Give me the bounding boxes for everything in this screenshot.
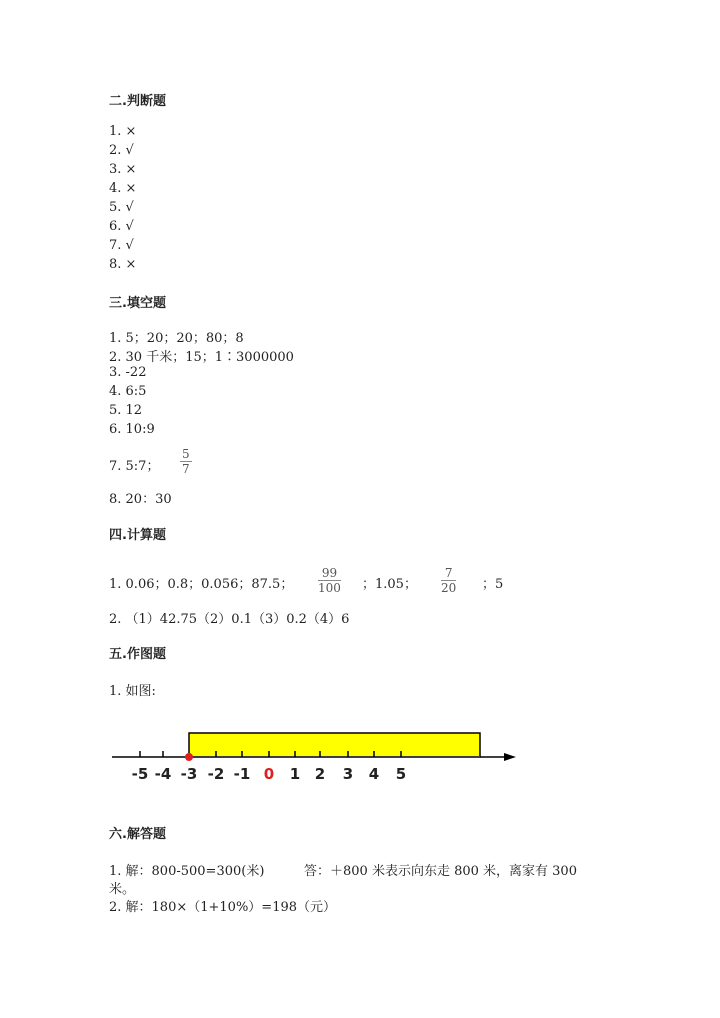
numerator: 5 (182, 447, 190, 461)
denominator: 20 (441, 581, 457, 595)
list-item: 1. 5；20；20；80；8 (109, 331, 244, 346)
list-item: 4. × (109, 181, 137, 196)
fraction (441, 566, 456, 595)
arrow-icon (504, 753, 516, 761)
answer-text-cont: 米。 (109, 882, 136, 897)
list-item: 8. × (109, 257, 137, 272)
list-item: 2. √ (109, 143, 134, 158)
section-title-drawing: 五.作图题 (109, 647, 166, 662)
tick-label: -1 (233, 765, 251, 783)
list-item: 1. 如图: (109, 684, 156, 699)
section-title-answers: 六.解答题 (109, 827, 166, 842)
shaded-range (189, 733, 480, 757)
start-point (185, 753, 193, 761)
section-title-calc: 四.计算题 (109, 528, 166, 543)
tick-label: 4 (368, 765, 380, 783)
list-item-part: ；5 (482, 577, 504, 592)
tick-label: 2 (314, 765, 326, 783)
section-title-judgment: 二.判断题 (109, 94, 166, 109)
list-item: 8. 20：30 (109, 492, 172, 507)
list-item: 1. × (109, 124, 137, 139)
numerator: 99 (318, 566, 341, 581)
numerator: 7 (441, 566, 456, 581)
list-item: 7. 5:7； (109, 459, 160, 474)
section-title-fill: 三.填空题 (109, 296, 166, 311)
list-item: 2. （1）42.75（2）0.1（3）0.2（4）6 (109, 612, 350, 627)
list-item: 3. -22 (109, 365, 147, 380)
tick-label: -5 (131, 765, 149, 783)
list-item: 5. √ (109, 200, 134, 215)
fraction (318, 566, 341, 595)
list-item: 2. 30 千米；15；1∶3000000 (109, 350, 294, 365)
list-item-part: ；1.05； (362, 577, 417, 592)
tick-label: -3 (180, 765, 198, 783)
list-item: 3. × (109, 162, 137, 177)
list-item: 7. √ (109, 238, 134, 253)
list-item: 1. 0.06；0.8；0.056；87.5； (109, 577, 294, 592)
list-item: 4. 6:5 (109, 384, 147, 399)
tick-label: 1 (289, 765, 301, 783)
tick-label: 0 (263, 765, 275, 783)
tick-label: -4 (154, 765, 172, 783)
list-item: 6. √ (109, 219, 134, 234)
list-item: 2. 解：180×（1+10%）=198（元） (109, 900, 337, 915)
answer-text: 答：＋800 米表示向东走 800 米，离家有 300 (304, 864, 577, 879)
number-line (0, 720, 720, 790)
list-item: 6. 10:9 (109, 422, 155, 437)
tick-label: 5 (395, 765, 407, 783)
list-item: 5. 12 (109, 403, 143, 418)
denominator: 100 (318, 581, 341, 595)
tick-label: -2 (207, 765, 225, 783)
denominator: 7 (182, 462, 190, 476)
list-item: 1. 解：800-500=300(米) (109, 864, 265, 879)
tick-label: 3 (342, 765, 354, 783)
fraction (180, 447, 192, 476)
